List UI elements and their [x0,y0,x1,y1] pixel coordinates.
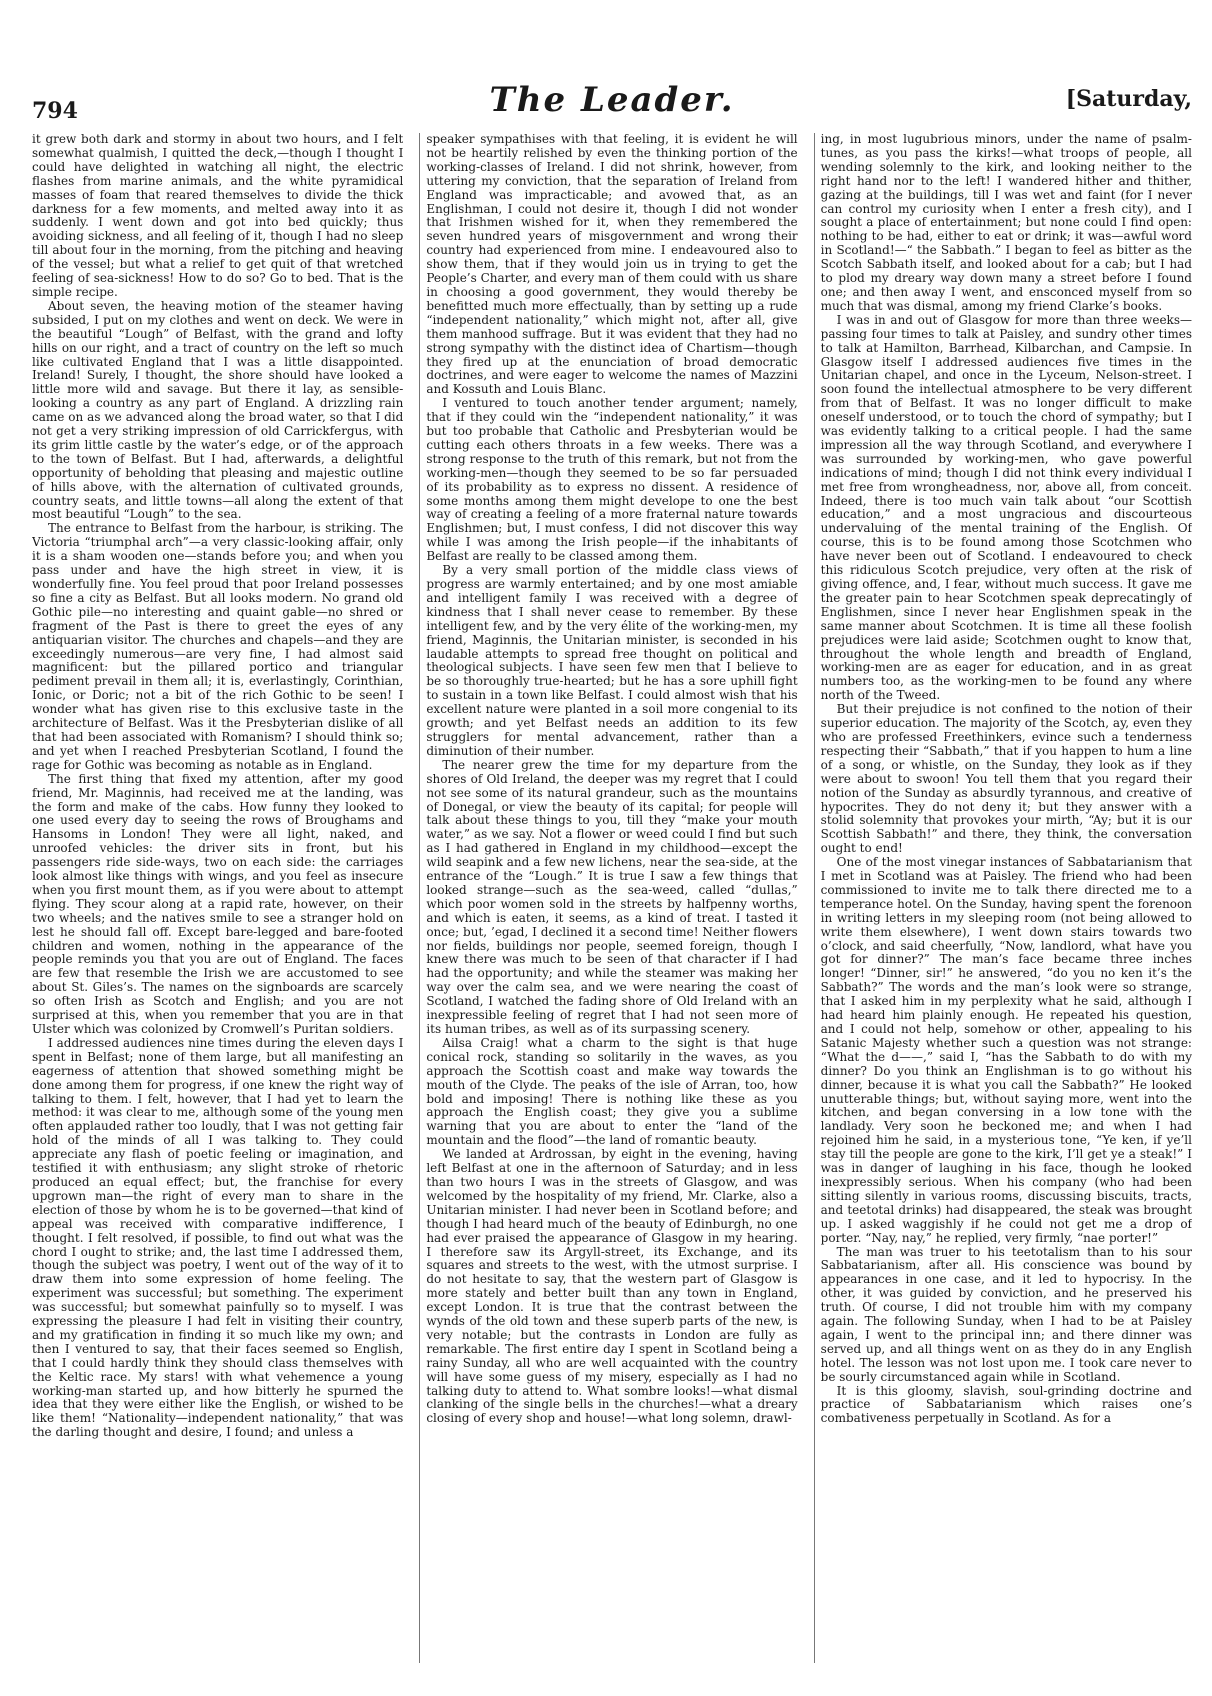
paragraph: The entrance to Belfast from the harbour, is striking. The Victoria “triumphal arch”—a very classic-looking affair, only it is a sham wooden one—stands before you; and when you pass under and have the high street in view, it is wonderfully fine. You feel proud that poor Ireland possesses so fine a city as Belfast. But all looks modern. No grand old Gothic pile—no interesting and quaint gable—no shred or fragment of the Past is there to greet the eyes of any antiquarian visitor. The churches and chapels—and they are exceedingly numerous—are very fine, I had almost said magnificent: but the pillared portico and triangular pediment prevail in them all; it is, everlastingly, Corinthian, Ionic, or Doric; not a bit of the rich Gothic to be seen! I wonder what has given rise to this exclusive taste in the architecture of Belfast. Was it the Presbyterian dislike of all that had been associated with Romanism? I should think so; and yet when I reached Presbyterian Scotland, I found the rage for Gothic was becoming as notable as in England. [32,521,404,772]
paragraph: But their prejudice is not confined to the notion of their superior education. The majority of the Scotch, ay, even they who are professed Freethinkers, evince such a tenderness respecting their “Sabbath,” that if you happen to hum a line of a song, or whistle, on the Sunday, they look as if they were about to swoon! You tell them that you regard their notion of the Sunday as absurdly tyrannous, and creative of hypocrites. They do not deny it; but they answer with a stolid solemnity that provokes your mirth, “Ay; but it is our Scottish Sabbath!” and there, they think, the conversation ought to end! [820,702,1192,856]
paragraph: I was in and out of Glasgow for more than three weeks—passing four times to talk at Paisley, and sundry other times to talk at Hamilton, Barrhead, Kilbarchan, and Campsie. In Glasgow itself I addressed audiences five times in the Unitarian chapel, and once in the Lyceum, Nelson-street. I soon found the intellectual atmosphere to be very different from that of Belfast. It was no longer difficult to make oneself understood, or to touch the chord of sympathy; but I was evidently talking to a critical people. I had the same impression all the way through Scotland, and everywhere I was surrounded by working-men, who gave powerful indications of mind; though I did not think every individual I met free from wrongheadness, nor, above all, from conceit. Indeed, there is too much vain talk about “our Scottish education,” and a most ungracious and discourteous undervaluing of the mental training of the English. Of course, this is to be found among those Scotchmen who have never been out of Scotland. I endeavoured to check this ridiculous Scotch prejudice, very often at the risk of giving offence, and, I fear, without much success. It gave me the greater pain to hear Scotchmen speak deprecatingly of Englishmen, since I never hear Englishmen speak in the same manner about Scotchmen. It is time all these foolish prejudices were laid aside; Scotchmen ought to know that, throughout the whole length and breadth of England, working-men are as eager for education, and in as great numbers too, as the working-men to be found any where north of the Tweed. [820,312,1192,703]
paragraph: it grew both dark and stormy in about two hours, and I felt somewhat qualmish, I quitted the deck,—though I thought I could have delighted in watching all night, the electric flashes from marine animals, and the white pyramidical masses of foam that reared themselves to divide the thick darkness for a few moments, and melted away into it as suddenly. I went down and got into bed quickly; thus avoiding sickness, and all feeling of it, though I had no sleep till about four in the morning, from the pitching and heaving of the vessel; but what a relief to get quit of that wretched feeling of sea-sickness! How to do so? Go to bed. That is the simple recipe. [32,133,404,299]
paragraph: I addressed audiences nine times during the eleven days I spent in Belfast; none of them large, but all manifesting an eagerness of attention that showed something might be done among them for progress, if one knew the right way of talking to them. I felt, however, that I had yet to learn the method: it was clear to me, although some of the young men often applauded rather too loudly, that I was not getting fair hold of the minds of all I was talking to. They could appreciate any flash of poetic feeling or imagination, and testified it with enthusiasm; any slight stroke of rhetoric produced an equal effect; but, the franchise for every upgrown man—the right of every man to share in the election of those by whom he is to be governed—that kind of appeal was received with comparative indifference, I thought. I felt resolved, if possible, to find out what was the chord I ought to strike; and, the last time I addressed them, though the subject was poetry, I went out of the way of it to draw them into some expression of home feeling. The experiment was successful; but something. The experiment was successful; but somewhat painfully so to myself. I was expressing the pleasure I had felt in visiting their country, and my gratification in finding it so much like my own; and then I ventured to say, that their faces seemed so English, that I could hardly think they should class themselves with the Keltic race. My stars! with what vehemence a young working-man started up, and how bitterly he spurned the idea that they were either like the English, or wished to be like them! “Nationality—independent nationality,” that was the darling thought and desire, I found; and unless a [32,1035,404,1440]
paragraph: One of the most vinegar instances of Sabbatarianism that I met in Scotland was at Paisley. The friend who had been commissioned to invite me to talk there directed me to a temperance hotel. On the Sunday, having spent the forenoon in writing letters in my sleeping room (not being allowed to write them elsewhere), I went down stairs towards two o’clock, and said cheerfully, “Now, landlord, what have you got for dinner?” The man’s face became three inches longer! “Dinner, sir!” he answered, “do you no ken it’s the Sabbath?” The words and the man’s look were so strange, that I asked him in my perplexity what he said, although I had heard him plainly enough. He repeated his question, and I could not help, somehow or other, appealing to his Satanic Majesty whether such a question was not strange: “What the d——,” said I, “has the Sabbath to do with my dinner? Do you think an Englishman is to go without his dinner, because it is what you call the Sabbath?” He looked unutterable things; but, without saying more, went into the kitchen, and began conversing in a low tone with the landlady. Very soon he beckoned me; and when I had rejoined him he said, in a mysterious tone, “Ye ken, if ye’ll stay till the people are gone to the kirk, I’ll get ye a steak!” I was in danger of laughing in his face, though he looked inexpressibly serious. When his company (who had been sitting silently in various rooms, discussing biscuits, tracts, and teetotal drinks) had disappeared, the steak was brought up. I asked waggishly if he could not get me a drop of porter. “Nay, nay,” he replied, very firmly, “nae porter!” [820,855,1192,1245]
paragraph: The man was truer to his teetotalism than to his sour Sabbatarianism, after all. His conscience was bound by appearances in one case, and it led to hypocrisy. In the other, it was guided by conviction, and he preserved his truth. Of course, I did not trouble him with my company again. The following Sunday, when I had to be at Paisley again, I went to the principal inn; and there dinner was served up, and all things went on as they do in any English hotel. The lesson was not lost upon me. I took care never to be sourly circumstanced again while in Scotland. [820,1244,1192,1384]
paragraph: The nearer grew the time for my departure from the shores of Old Ireland, the deeper was my regret that I could not see some of its natural grandeur, such as the mountains of Donegal, or view the beauty of its capital; for people will talk about these things to you, till they “make your mouth water,” as we say. Not a flower or weed could I find but such as I had gathered in England in my childhood—except the wild seapink and a few new lichens, near the sea-side, at the entrance of the “Lough.” It is true I saw a few things that looked strange—such as the sea-weed, called “dullas,” which poor women sold in the streets by halfpenny worths, and which is eaten, it seems, as a kind of treat. I tasted it once; but, ’egad, I declined it a second time! Neither flowers nor fields, buildings nor people, seemed foreign, though I knew there was much to be seen of that character if I had had the opportunity; and while the steamer was making her way over the calm sea, and we were nearing the coast of Scotland, I watched the fading shore of Old Ireland with an inexpressible feeling of regret that I had not seen more of its human tribes, as well as of its surpassing scenery. [426,757,798,1036]
paragraph: About seven, the heaving motion of the steamer having subsided, I put on my clothes and went on deck. We were in the beautiful “Lough” of Belfast, with the grand and lofty hills on our right, and a tract of country on the left so much like cultivated England that I was a little disappointed. Ireland! Surely, I thought, the shore should have looked a little more wild and savage. But there it lay, as sensible-looking a country as any part of England. A drizzling rain came on as we advanced along the broad water, so that I did not get a very striking impression of old Carrickfergus, with its grim little castle by the water’s edge, or of the approach to the town of Belfast. But I had, afterwards, a delightful opportunity of beholding that pleasing and majestic outline of hills above, with the alternation of cultivated grounds, country seats, and little towns—all along the extent of that most beautiful “Lough” to the sea. [32,298,404,522]
paragraph: By a very small portion of the middle class views of progress are warmly entertained; and by one most amiable and intelligent family I was received with a degree of kindness that I shall never cease to remember. By these intelligent few, and by the very élite of the working-men, my friend, Maginnis, the Unitarian minister, is seconded in his laudable attempts to spread free thought on political and theological subjects. I have seen few men that I believe to be so thoroughly true-hearted; but he has a sore uphill fight to sustain in a town like Belfast. I could almost wish that his excellent nature were planted in a soil more congenial to its growth; and yet Belfast needs an addition to its few strugglers for mental advancement, rather than a diminution of their number. [426,563,798,758]
paragraph: Ailsa Craig! what a charm to the sight is that huge conical rock, standing so solitarily in the waves, as you approach the Scottish coast and make way towards the mouth of the Clyde. The peaks of the isle of Arran, too, how bold and imposing! There is nothing like these as you approach the English coast; they give you a sublime warning that you are about to enter the “land of the mountain and the flood”—the land of romantic beauty. [426,1035,798,1148]
column-3 [814,133,1192,1663]
paragraph: speaker sympathises with that feeling, it is evident he will not be heartily relished by even the thinking portion of the working-classes of Ireland. I did not shrink, however, from uttering my conviction, that the separation of Ireland from England was impracticable; and avowed that, as an Englishman, I could not desire it, though I did not wonder that Irishmen wished for it, when they remembered the seven hundred years of misgovernment and wrong their country had experienced from mine. I endeavoured also to show them, that if they would join us in trying to get the People’s Charter, and every man of them could with us share in choosing a good government, they would thereby be benefitted much more effectually, than by setting up a rude “independent nationality,” which might not, after all, give them manhood suffrage. But it was evident that they had no strong sympathy with the distinct idea of Chartism—though they fired up at the enunciation of broad democratic doctrines, and were eager to welcome the names of Mazzini and Kossuth and Louis Blanc. [426,133,798,397]
masthead-title: The Leader. [489,80,735,120]
issue-day: [Saturday, [1065,86,1192,112]
paragraph: ing, in most lugubrious minors, under the name of psalm-tunes, as you pass the kirks!—what troops of people, all wending solemnly to the kirk, and looking neither to the right hand nor to the left! I wandered hither and thither, gazing at the buildings, till I was wet and faint (for I never can control my curiosity when I enter a fresh city), and I sought a place of entertainment; but none could I find open: nothing to be had, either to eat or drink; it was—awful word in Scotland!—“ the Sabbath.” I began to feel as bitter as the Scotch Sabbath itself, and looked about for a cab; but I had to plod my dreary way down many a street before I found one; and then away I went, and ensconced myself from so much that was dismal, among my friend Clarke’s books. [820,133,1192,313]
article-columns [32,133,1192,1663]
column-1 [32,133,403,1663]
column-2 [419,133,797,1663]
page-header [32,80,1192,124]
page-number: 794 [32,98,78,124]
paragraph: I ventured to touch another tender argument; namely, that if they could win the “independent nationality,” it was but too probable that Catholic and Presbyterian would be cutting each others throats in a few weeks. There was a strong response to the truth of this remark, but not from the working-men—though they seemed to be so far persuaded of its probability as to express no dissent. A residence of some months among them might develope to one the best way of creating a feeling of a more fraternal nature towards Englishmen; but, I must confess, I did not discover this way while I was among the Irish people—if the inhabitants of Belfast are really to be classed among them. [426,396,798,564]
paragraph: The first thing that fixed my attention, after my good friend, Mr. Maginnis, had received me at the landing, was the form and make of the cabs. How funny they looked to one used every day to seeing the rows of Broughams and Hansoms in London! They were all light, naked, and unroofed vehicles: the driver sits in front, but his passengers ride side-ways, two on each side: the carriages look almost like things with wings, and you feel as insecure when you first mount them, as if you were about to attempt flying. They scour along at a rapid rate, however, on their two wheels; and the natives smile to see a stranger hold on lest he should fall off. Except bare-legged and bare-footed children and women, nothing in the appearance of the people reminds you that you are out of England. The faces are few that resemble the Irish we are accustomed to see about St. Giles’s. The names on the signboards are scarcely so often Irish as Scotch and English; and you are not surprised at this, when you remember that you are in that Ulster which was colonized by Cromwell’s Puritan soldiers. [32,771,404,1036]
paragraph: We landed at Ardrossan, by eight in the evening, having left Belfast at one in the afternoon of Saturday; and in less than two hours I was in the streets of Glasgow, and was welcomed by the hospitality of my friend, Mr. Clarke, also a Unitarian minister. I had never been in Scotland before; and though I had heard much of the beauty of Edinburgh, no one had ever praised the appearance of Glasgow in my hearing. I therefore saw its Argyll-street, its Exchange, and its squares and streets to the west, with the utmost surprise. I do not hesitate to say, that the western part of Glasgow is more stately and better built than any town in England, except London. It is true that the contrast between the wynds of the old town and these superb parts of the new, is very notable; but the contrasts in London are fully as remarkable. The first entire day I spent in Scotland being a rainy Sunday, all who are well acquainted with the country will have some guess of my misery, especially as I had no talking duty to attend to. What sombre looks!—what dismal clanking of the single bells in the churches!—what a dreary closing of every shop and house!—what long solemn, drawl- [426,1147,798,1426]
paragraph: It is this gloomy, slavish, soul-grinding doctrine and practice of Sabbatarianism which raises one’s combativeness perpetually in Scotland. As for a [820,1383,1192,1426]
